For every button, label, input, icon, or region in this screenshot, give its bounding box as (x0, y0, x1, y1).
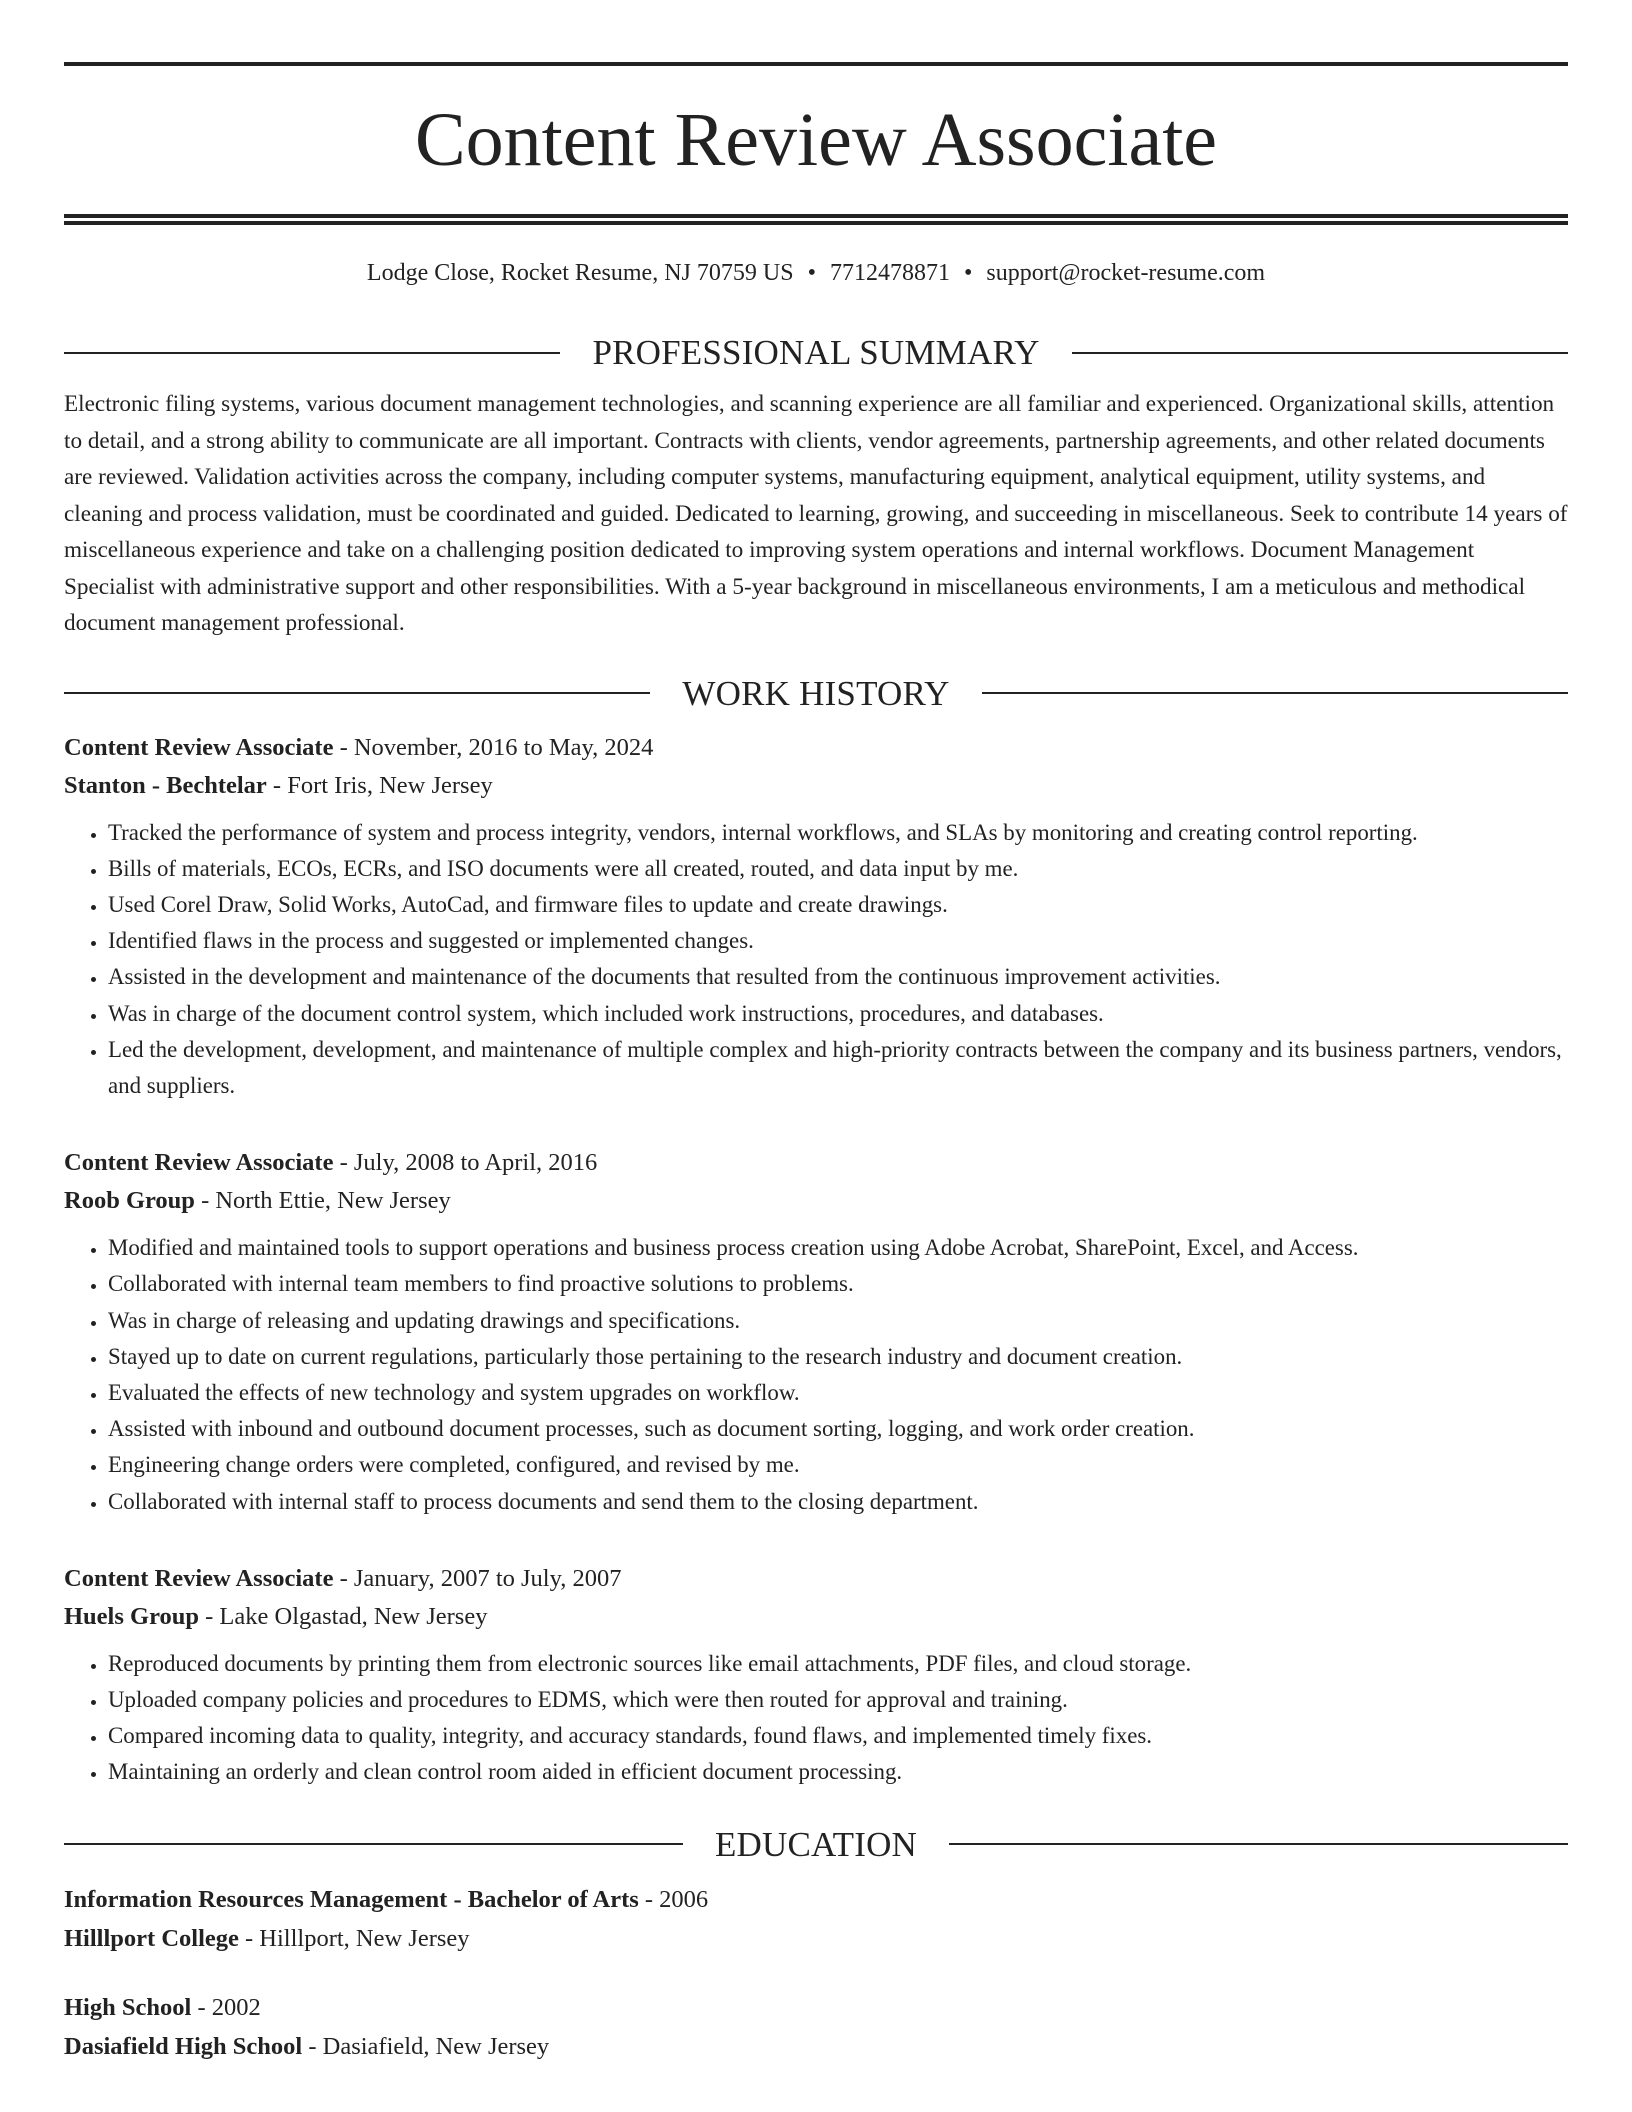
bullet-item: • Stayed up to date on current regulations, particularly those pertaining to the research industry and document creation. (108, 1339, 1568, 1375)
education-entry (64, 1988, 1568, 2066)
company-location: - Fort Iris, New Jersey (266, 771, 493, 799)
education-list (64, 1880, 1568, 2066)
divider (949, 1843, 1568, 1845)
school-name: Dasiafield High School (64, 2032, 303, 2060)
bullet-item: • Uploaded company policies and procedures to EDMS, which were then routed for approval and training. (108, 1682, 1568, 1718)
separator-dot: • (807, 260, 816, 286)
bullet-item: • Modified and maintained tools to support operations and business process creation using Adobe Acrobat, SharePoint, Excel, and Access. (108, 1230, 1568, 1266)
summary-text: Electronic filing systems, various document management technologies, and scanning experience are all familiar and experienced. Organizational skills, attention to detail, and a strong ability to communicate are all important. Contracts with clients, vendor agreements, partnership agreements, and other related documents are reviewed. Validation activities across the company, including computer systems, manufacturing equipment, analytical equipment, utility systems, and cleaning and process validation, must be coordinated and guided. Dedicated to learning, growing, and succeeding in miscellaneous. Seek to contribute 14 years of miscellaneous experience and take on a challenging position dedicated to improving system operations and internal workflows. Document Management Specialist with administrative support and other responsibilities. With a 5-year background in miscellaneous environments, I am a meticulous and methodical document management professional. (64, 391, 1568, 636)
job-entry (64, 1144, 1568, 1520)
contact-line (64, 261, 1568, 285)
job-dates: - November, 2016 to May, 2024 (333, 733, 654, 761)
divider (64, 352, 560, 354)
company-name: Stanton - Bechtelar (64, 771, 267, 799)
bullet-item: • Used Corel Draw, Solid Works, AutoCad, and firmware files to update and create drawings. (108, 887, 1568, 923)
section-title: PROFESSIONAL SUMMARY (592, 333, 1040, 372)
bullet-item: • Engineering change orders were completed, configured, and revised by me. (108, 1447, 1568, 1483)
job-dates: - July, 2008 to April, 2016 (333, 1149, 598, 1177)
bullet-item: • Assisted with inbound and outbound document processes, such as document sorting, logging, and work order creation. (108, 1411, 1568, 1447)
job-title-line (64, 1144, 1568, 1182)
job-entry (64, 1560, 1568, 1791)
bullet-item: • Reproduced documents by printing them from electronic sources like email attachments, PDF files, and cloud storage. (108, 1646, 1568, 1682)
bullet-item: • Evaluated the effects of new technology and system upgrades on workflow. (108, 1375, 1568, 1411)
bullet-item: • Led the development, development, and maintenance of multiple complex and high-priority contracts between the company and its business partners, vendors, and suppliers. (108, 1032, 1568, 1104)
work-history (64, 729, 1568, 1791)
divider (64, 1843, 683, 1845)
job-bullets (64, 1646, 1568, 1791)
email: support@rocket-resume.com (986, 260, 1266, 286)
school-line (64, 2027, 1568, 2066)
bullet-item: • Tracked the performance of system and process integrity, vendors, internal workflows, and SLAs by monitoring and creating control reporting. (108, 815, 1568, 851)
job-dates: - January, 2007 to July, 2007 (333, 1564, 622, 1592)
company-name: Huels Group (64, 1602, 200, 1630)
job-entry (64, 729, 1568, 1105)
job-company-line (64, 1182, 1568, 1220)
graduation-year: - 2002 (191, 1993, 261, 2021)
bullet-item: • Bills of materials, ECOs, ECRs, and ISO documents were all created, routed, and data input by me. (108, 851, 1568, 887)
resume-page (64, 0, 1568, 2066)
graduation-year: - 2006 (638, 1885, 709, 1913)
phone: 7712478871 (829, 260, 950, 286)
degree: Information Resources Management - Bachelor of Arts (64, 1885, 639, 1913)
company-location: - Lake Olgastad, New Jersey (199, 1602, 488, 1630)
degree: High School (64, 1993, 192, 2021)
job-title-line (64, 729, 1568, 767)
bullet-item: • Was in charge of the document control system, which included work instructions, procedures, and databases. (108, 996, 1568, 1032)
job-title: Content Review Associate (64, 1149, 334, 1177)
company-location: - North Ettie, New Jersey (194, 1187, 451, 1215)
separator-dot: • (963, 260, 973, 286)
job-company-line (64, 767, 1568, 805)
bullet-item: • Was in charge of releasing and updating drawings and specifications. (108, 1303, 1568, 1339)
school-location: - Dasiafield, New Jersey (302, 2032, 550, 2060)
job-title-line (64, 1560, 1568, 1598)
job-title: Content Review Associate (64, 733, 334, 761)
section-title: EDUCATION (714, 1824, 918, 1864)
bullet-item: • Assisted in the development and maintenance of the documents that resulted from the continuous improvement activities. (108, 959, 1568, 995)
divider (1072, 352, 1568, 354)
address: Lodge Close, Rocket Resume, NJ 70759 US (366, 260, 794, 286)
page-title: Content Review Associate (414, 98, 1218, 182)
bullet-item: • Collaborated with internal staff to process documents and send them to the closing department. (108, 1484, 1568, 1520)
education-entry (64, 1880, 1568, 1958)
bullet-item: • Identified flaws in the process and suggested or implemented changes. (108, 923, 1568, 959)
job-bullets (64, 815, 1568, 1105)
bullet-item: • Maintaining an orderly and clean control room aided in efficient document processing. (108, 1754, 1568, 1790)
degree-line (64, 1988, 1568, 2027)
top-rule (64, 62, 1568, 66)
school-line (64, 1919, 1568, 1958)
section-title: WORK HISTORY (682, 673, 950, 713)
school-location: - Hilllport, New Jersey (238, 1924, 470, 1952)
job-bullets (64, 1230, 1568, 1520)
double-rule (64, 214, 1568, 225)
job-company-line (64, 1598, 1568, 1636)
section-header-work (64, 673, 1568, 713)
bullet-item: • Collaborated with internal team members to find proactive solutions to problems. (108, 1266, 1568, 1302)
section-header-education (64, 1824, 1568, 1864)
divider (982, 692, 1568, 694)
job-title: Content Review Associate (64, 1564, 334, 1592)
section-header-summary (64, 335, 1568, 370)
divider (64, 692, 650, 694)
bullet-item: • Compared incoming data to quality, integrity, and accuracy standards, found flaws, and implemented timely fixes. (108, 1718, 1568, 1754)
company-name: Roob Group (64, 1187, 195, 1215)
school-name: Hilllport College (64, 1924, 239, 1952)
degree-line (64, 1880, 1568, 1919)
